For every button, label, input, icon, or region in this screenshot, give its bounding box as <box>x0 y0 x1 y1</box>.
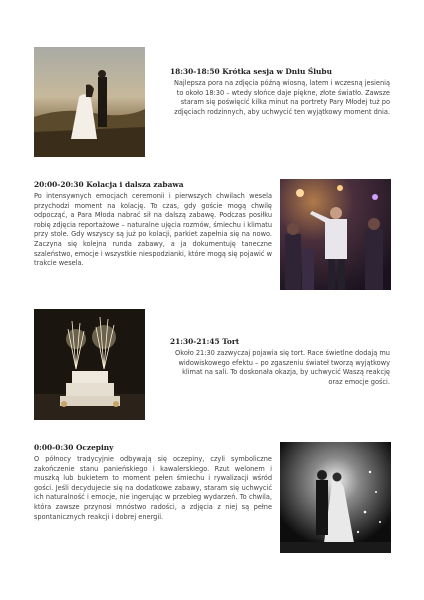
section-dinner <box>34 180 272 269</box>
couple-sunset-photo <box>34 47 145 157</box>
section-cake <box>170 337 390 387</box>
section-title: 18:30-18:50 Krótka sesja w Dniu Ślubu <box>170 67 332 76</box>
section-title: 21:30-21:45 Tort <box>170 337 240 346</box>
dance-party-photo <box>280 179 391 290</box>
section-title: 0:00-0:30 Oczepiny <box>34 443 114 452</box>
section-text: Po intensywnych emocjach ceremonii i pierwszych chwilach wesela przychodzi moment na kolację. To czas, gdy goście mogą chwilę odpocząć, a Para Młoda nabrać sił na dalszą zabawę. Podczas posiłku robię zdjęcia reportażowe – naturalne ujęcia rozmów, śmiechu i klimatu przy stole. Gdy wszyscy są już po kolacji, parkiet zapełnia się na nowo. Zaczyna się kolejna runda zabawy, a ja dokumentuję taneczne szaleństwo, emocje i wszystkie niespodzianki, które mogą się pojawić w trakcie wesela. <box>34 192 272 268</box>
section-title: 20:00-20:30 Kolacja i dalsza zabawa <box>34 180 184 189</box>
wedding-cake-sparklers-photo <box>34 309 145 420</box>
section-text: Najlepsza pora na zdjęcia późną wiosną, latem i wczesną jesienią to około 18:30 – wtedy słońce daje piękne, złote światło. Zawsze staram się poświęcić kilka minut na portrety Pary Młodej tuż po zdjęciach rodzinnych, aby uchwycić ten wyjątkowy moment dnia. <box>173 79 390 116</box>
section-photo-session <box>170 67 390 117</box>
section-text: Około 21:30 zazwyczaj pojawia się tort. Race świetlne dodają mu widowiskowego efektu – po zgaszeniu świateł tworzą wyjątkowy klimat na sali. To doskonała okazja, by uchwycić Waszą reakcję oraz emocje gości. <box>175 349 390 386</box>
first-dance-bw-photo <box>280 442 391 553</box>
section-text: O północy tradycyjnie odbywają się oczepiny, czyli symboliczne zakończenie stanu panieńskiego i kawalerskiego. Rzut welonem i muszką lub bukietem to moment pełen śmiechu i rywalizacji wśród gości. Jeśli decydujecie się na dodatkowe zabawy, staram się uchwycić ich naturalność i emocje, nie ingerując w przebieg wydarzeń. To chwila, która zawsze przynosi mnóstwo radości, a zdjęcia z niej są pełne spontanicznych reakcji i dobrej energii. <box>34 455 272 521</box>
section-oczepiny <box>34 443 272 522</box>
